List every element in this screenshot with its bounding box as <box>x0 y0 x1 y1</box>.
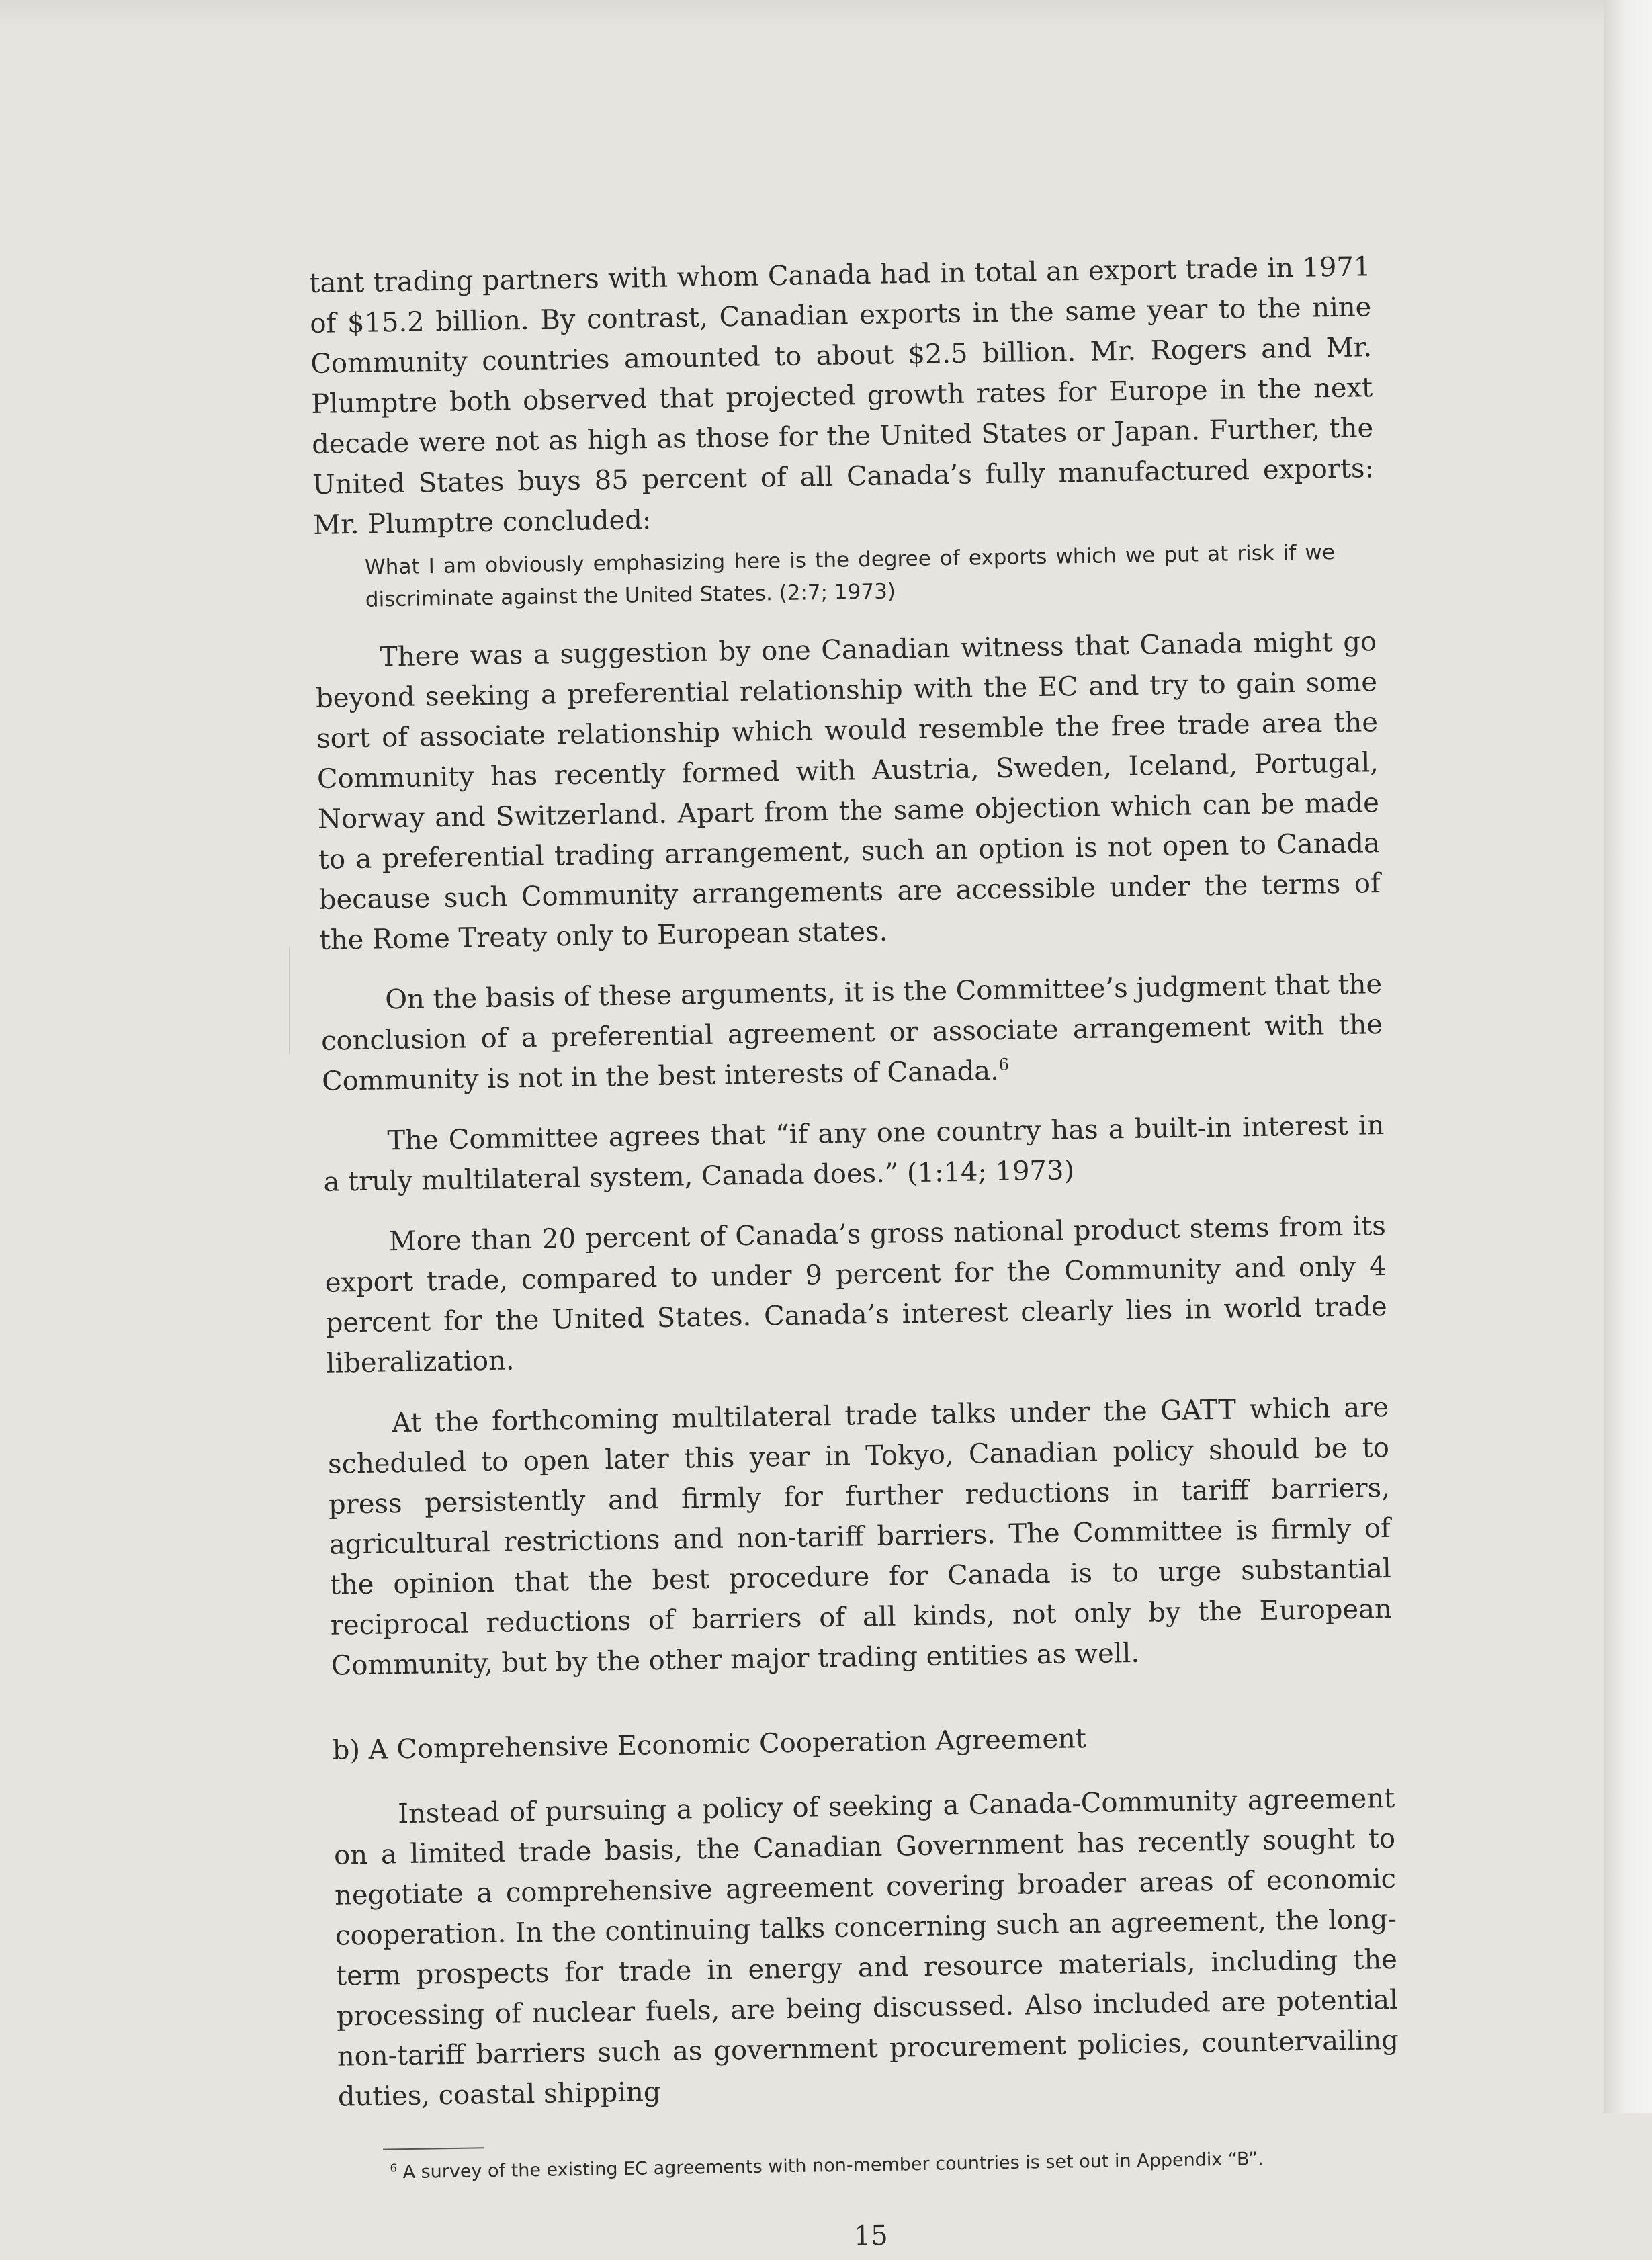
footnote-divider <box>383 2147 484 2150</box>
paragraph-cooperation-agreement: Instead of pursuing a policy of seeking a Canada-Community agreement on a limited trade basis, the Canadian Government has recently sought to negotiate a comprehensive agreement covering broader areas of economic cooperation. In the continuing talks concerning such an agreement, the long-term prospects for trade in energy and resource materials, including the processing of nuclear fuels, are being discussed. Also included are potential non-tariff barriers such as government procurement policies, countervailing duties, coastal shipping <box>333 1782 1399 2113</box>
paragraph-multilateral-system: The Committee agrees that “if any one country has a built-in interest in a truly multilateral system, Canada does.” (1:14; 1973) <box>323 1110 1385 1198</box>
section-heading: b) A Comprehensive Economic Cooperation Agreement <box>332 1723 1087 1766</box>
paragraph-trading-partners: tant trading partners with whom Canada had in total an export trade in 1971 of $15.2 billion. By contrast, Canadian exports in the same year to the nine Community countries amounted to about $2.5 billion. Mr. Rogers and Mr. Plumptre both observed that projected growth rates for Europe in the next decade were not as high as those for the United States or Japan. Further, the United States buys 85 percent of all Canada’s fully manufactured exports: Mr. Plumptre concluded: <box>309 251 1375 541</box>
page-number: 15 <box>853 2220 889 2252</box>
footnote-text: A survey of the existing EC agreements with non-member countries is set out in Appendix “B”. <box>402 2148 1264 2183</box>
page-edge-shadow <box>1604 0 1652 2113</box>
block-quote-plumptre: What I am obviously emphasizing here is the degree of exports which we put at risk if we discriminate against the United States. (2:7; 1973) <box>364 540 1336 612</box>
paragraph-associate-relationship: There was a suggestion by one Canadian witness that Canada might go beyond seeking a preferential relationship with the EC and try to gain some sort of associate relationship which would resemble the free trade area the Community has recently formed with Austria, Sweden, Iceland, Portugal, Norway and Switzerland. Apart from the same objection which can be made to a preferential trading arrangement, such an option is not open to Canada because such Community arrangements are accessible under the terms of the Rome Treaty only to European states. <box>315 626 1381 956</box>
bleed-through-mark <box>289 947 292 1055</box>
footnote-marker: 6 <box>390 2161 398 2175</box>
paragraph-committee-judgment <box>320 964 1384 1102</box>
page-top-shadow <box>0 0 1604 27</box>
paragraph-gatt-talks: At the forthcoming multilateral trade talks under the GATT which are scheduled to open later this year in Tokyo, Canadian policy should be to press persistently and firmly for further reductions in tariff barriers, agricultural restrictions and non-tariff barriers. The Committee is firmly of the opinion that the best procedure for Canada is to urge substantial reciprocal reductions of barriers of all kinds, not only by the European Community, but by the other major trading entities as well. <box>327 1391 1393 1682</box>
document-page <box>309 247 1401 2259</box>
footnote <box>390 2144 1400 2187</box>
paragraph-gross-national-product: More than 20 percent of Canada’s gross national product stems from its export trade, compared to under 9 percent for the Community and only 4 percent for the United States. Canada’s interest clearly lies in world trade liberalization. <box>324 1211 1387 1379</box>
paragraph-committee-judgment-text: On the basis of these arguments, it is the Committee’s judgment that the conclusion of a preferential agreement or associate arrangement with the Community is not in the best interests of Canada. <box>320 969 1383 1097</box>
footnote-reference: 6 <box>998 1055 1010 1074</box>
